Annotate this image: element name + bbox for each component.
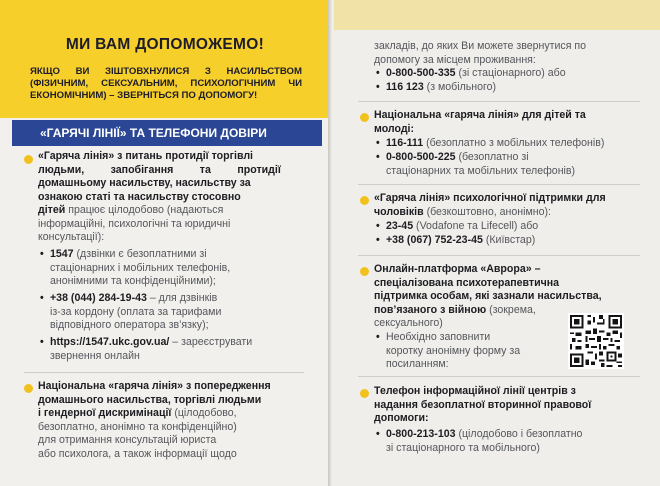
phone-number-link[interactable]: 23-45 [386,220,414,232]
phone-0677522345 [386,234,648,248]
text-line: анонімними та конфіденційними); [50,275,216,287]
text-line: молоді: [374,122,415,135]
qr-code-icon[interactable] [568,312,624,370]
phone-number-link[interactable]: 0-800-500-225 [386,151,456,163]
divider [358,255,640,256]
phone-number-link[interactable]: +38 (044) 284-19-43 [50,292,147,304]
text-line: (з мобільного) [423,81,497,93]
online-url [50,336,290,363]
text-line: для отримання консультацій юриста [38,434,217,446]
phone-2345 [386,220,648,234]
text-line: дітей [38,204,66,216]
text-line: домашньому насильству, насильству за [38,177,251,189]
text-line: звернення онлайн [50,349,140,362]
phone-116123 [386,81,646,95]
text-line: пов’язаного з війною [374,303,487,316]
text-line: і гендерної дискримінації [38,407,172,419]
text-line: закладів, до яких Ви можете звернутися по [374,40,587,52]
bullet-dot-icon [360,196,369,205]
text-line: – зареєструвати [169,336,253,348]
text-line: (дзвінки є безоплатними зі [73,248,207,260]
text-line: або психолога, а також інформації щодо [38,447,237,460]
text-line: коротку анонімну форму за [386,344,521,357]
section-title-bar [12,120,322,146]
phone-number-link[interactable]: 1547 [50,248,74,260]
right-page [334,0,660,486]
avrora-form-note [386,331,562,372]
trafficking-hotline-block [38,150,300,245]
phone-0800500225 [386,151,648,178]
divider [358,184,640,185]
headline: МИ ВАМ ДОПОМОЖЕМО! [65,36,265,53]
phone-abroad [50,292,290,333]
text-line: домашнього насильства, торгівлі людьми [38,393,262,406]
bullet-dot-icon [24,384,33,393]
text-line: Національна «гаряча лінія» [38,380,184,392]
text-line: «Гаряча лінія» з питань протидії торгівлі [38,150,253,162]
phone-number-link[interactable]: 116-111 [386,137,424,149]
text-line: надання безоплатної вторинної правової [374,398,592,411]
text-line: чоловіків [374,205,424,218]
text-line: стаціонарних та мобільних телефонів) [386,164,576,177]
phone-0800213103 [386,428,648,455]
kids-hotline-block [374,109,644,136]
text-line: «Гаряча лінія» психологічної підтримки для [374,192,606,204]
text-line: • Необхідно заповнити [386,331,491,343]
text-line: людьми, запобігання та протидії [38,163,281,176]
bullet-dot-icon [360,113,369,122]
phone-116111 [386,137,648,151]
text-line: інформаційні, психологічні та юридичні [38,217,231,230]
text-line: (зокрема, [486,303,536,316]
text-line: відповідного оператора зв’язку); [50,319,209,331]
divider [358,376,640,377]
text-line: посиланням: [386,358,449,370]
text-line: (безкоштовно, анонімно): [423,205,551,218]
text-line: допомогу за місцем проживання: [374,53,536,66]
legal-aid-block [374,385,646,426]
bullet-dot-icon [360,389,369,398]
text-line: ознакою статі та насильству стосовно [38,190,241,203]
text-line: сексуального) [374,317,443,329]
domestic-violence-hotline-block [38,380,300,461]
phone-number-link[interactable]: 0-800-500-335 [386,67,456,79]
text-line: (зі стаціонарного) або [455,67,566,79]
text-line: консультації): [38,231,105,243]
text-line: із-за кордону (оплата за тарифами [50,305,222,318]
text-line: (цілодобово і безоплатно [455,428,583,440]
bullet-dot-icon [24,155,33,164]
men-hotline-block [374,192,648,219]
text-line: з попередження [183,380,271,392]
phone-number-link[interactable]: 0-800-213-103 [386,428,456,440]
intro-text: ЯКЩО ВИ ЗІШТОВХНУЛИСЯ З НАСИЛЬСТВОМ (ФІЗИЧНИМ, СЕКСУАЛЬНИМ, ПСИХОЛОГІЧНИМ ЧИ ЕКОНОМІЧНИМ) – ЗВЕРНІТЬСЯ ПО ДОПОМОГУ! [30,66,302,101]
text-line: (безоплатно з мобільних телефонів) [423,137,605,149]
text-line: стаціонарних і мобільних телефонів, [50,261,231,274]
text-line: Телефон інформаційної лінії центрів з [374,385,576,397]
yellow-tint [334,0,660,30]
text-line: допомоги: [374,412,429,424]
text-line: (безоплатно зі [455,151,529,163]
text-line: зі стаціонарного та мобільного) [386,441,540,454]
text-line: (Vodafone та Lifecell) або [413,220,539,232]
phone-1547 [50,248,290,289]
phone-0800500335 [386,67,646,81]
text-line: – для дзвінків [146,292,218,304]
phone-number-link[interactable]: +38 (067) 752-23-45 [386,234,483,246]
text-line: підтримка особам, які зазнали насильства, [374,290,602,302]
text-line: безоплатно, анонімно та конфіденційно) [38,420,237,433]
text-line: Національна «гаряча лінія» для дітей та [374,109,586,121]
text-line: (Київстар) [482,234,536,246]
continuation-block [374,40,644,67]
text-line: Онлайн-платформа «Аврора» – [374,263,541,275]
divider [24,372,304,373]
divider [358,101,640,102]
text-line: (цілодобово, [171,407,237,419]
bullet-dot-icon [360,267,369,276]
text-line: спеціалізована психотерапевтична [374,276,560,289]
section-title: «ГАРЯЧІ ЛІНІЇ» ТА ТЕЛЕФОНИ ДОВІРИ [40,126,267,140]
text-line: працює цілодобово (надаються [65,204,224,216]
url-link[interactable]: https://1547.ukc.gov.ua/ [50,336,170,348]
phone-number-link[interactable]: 116 123 [386,81,424,93]
